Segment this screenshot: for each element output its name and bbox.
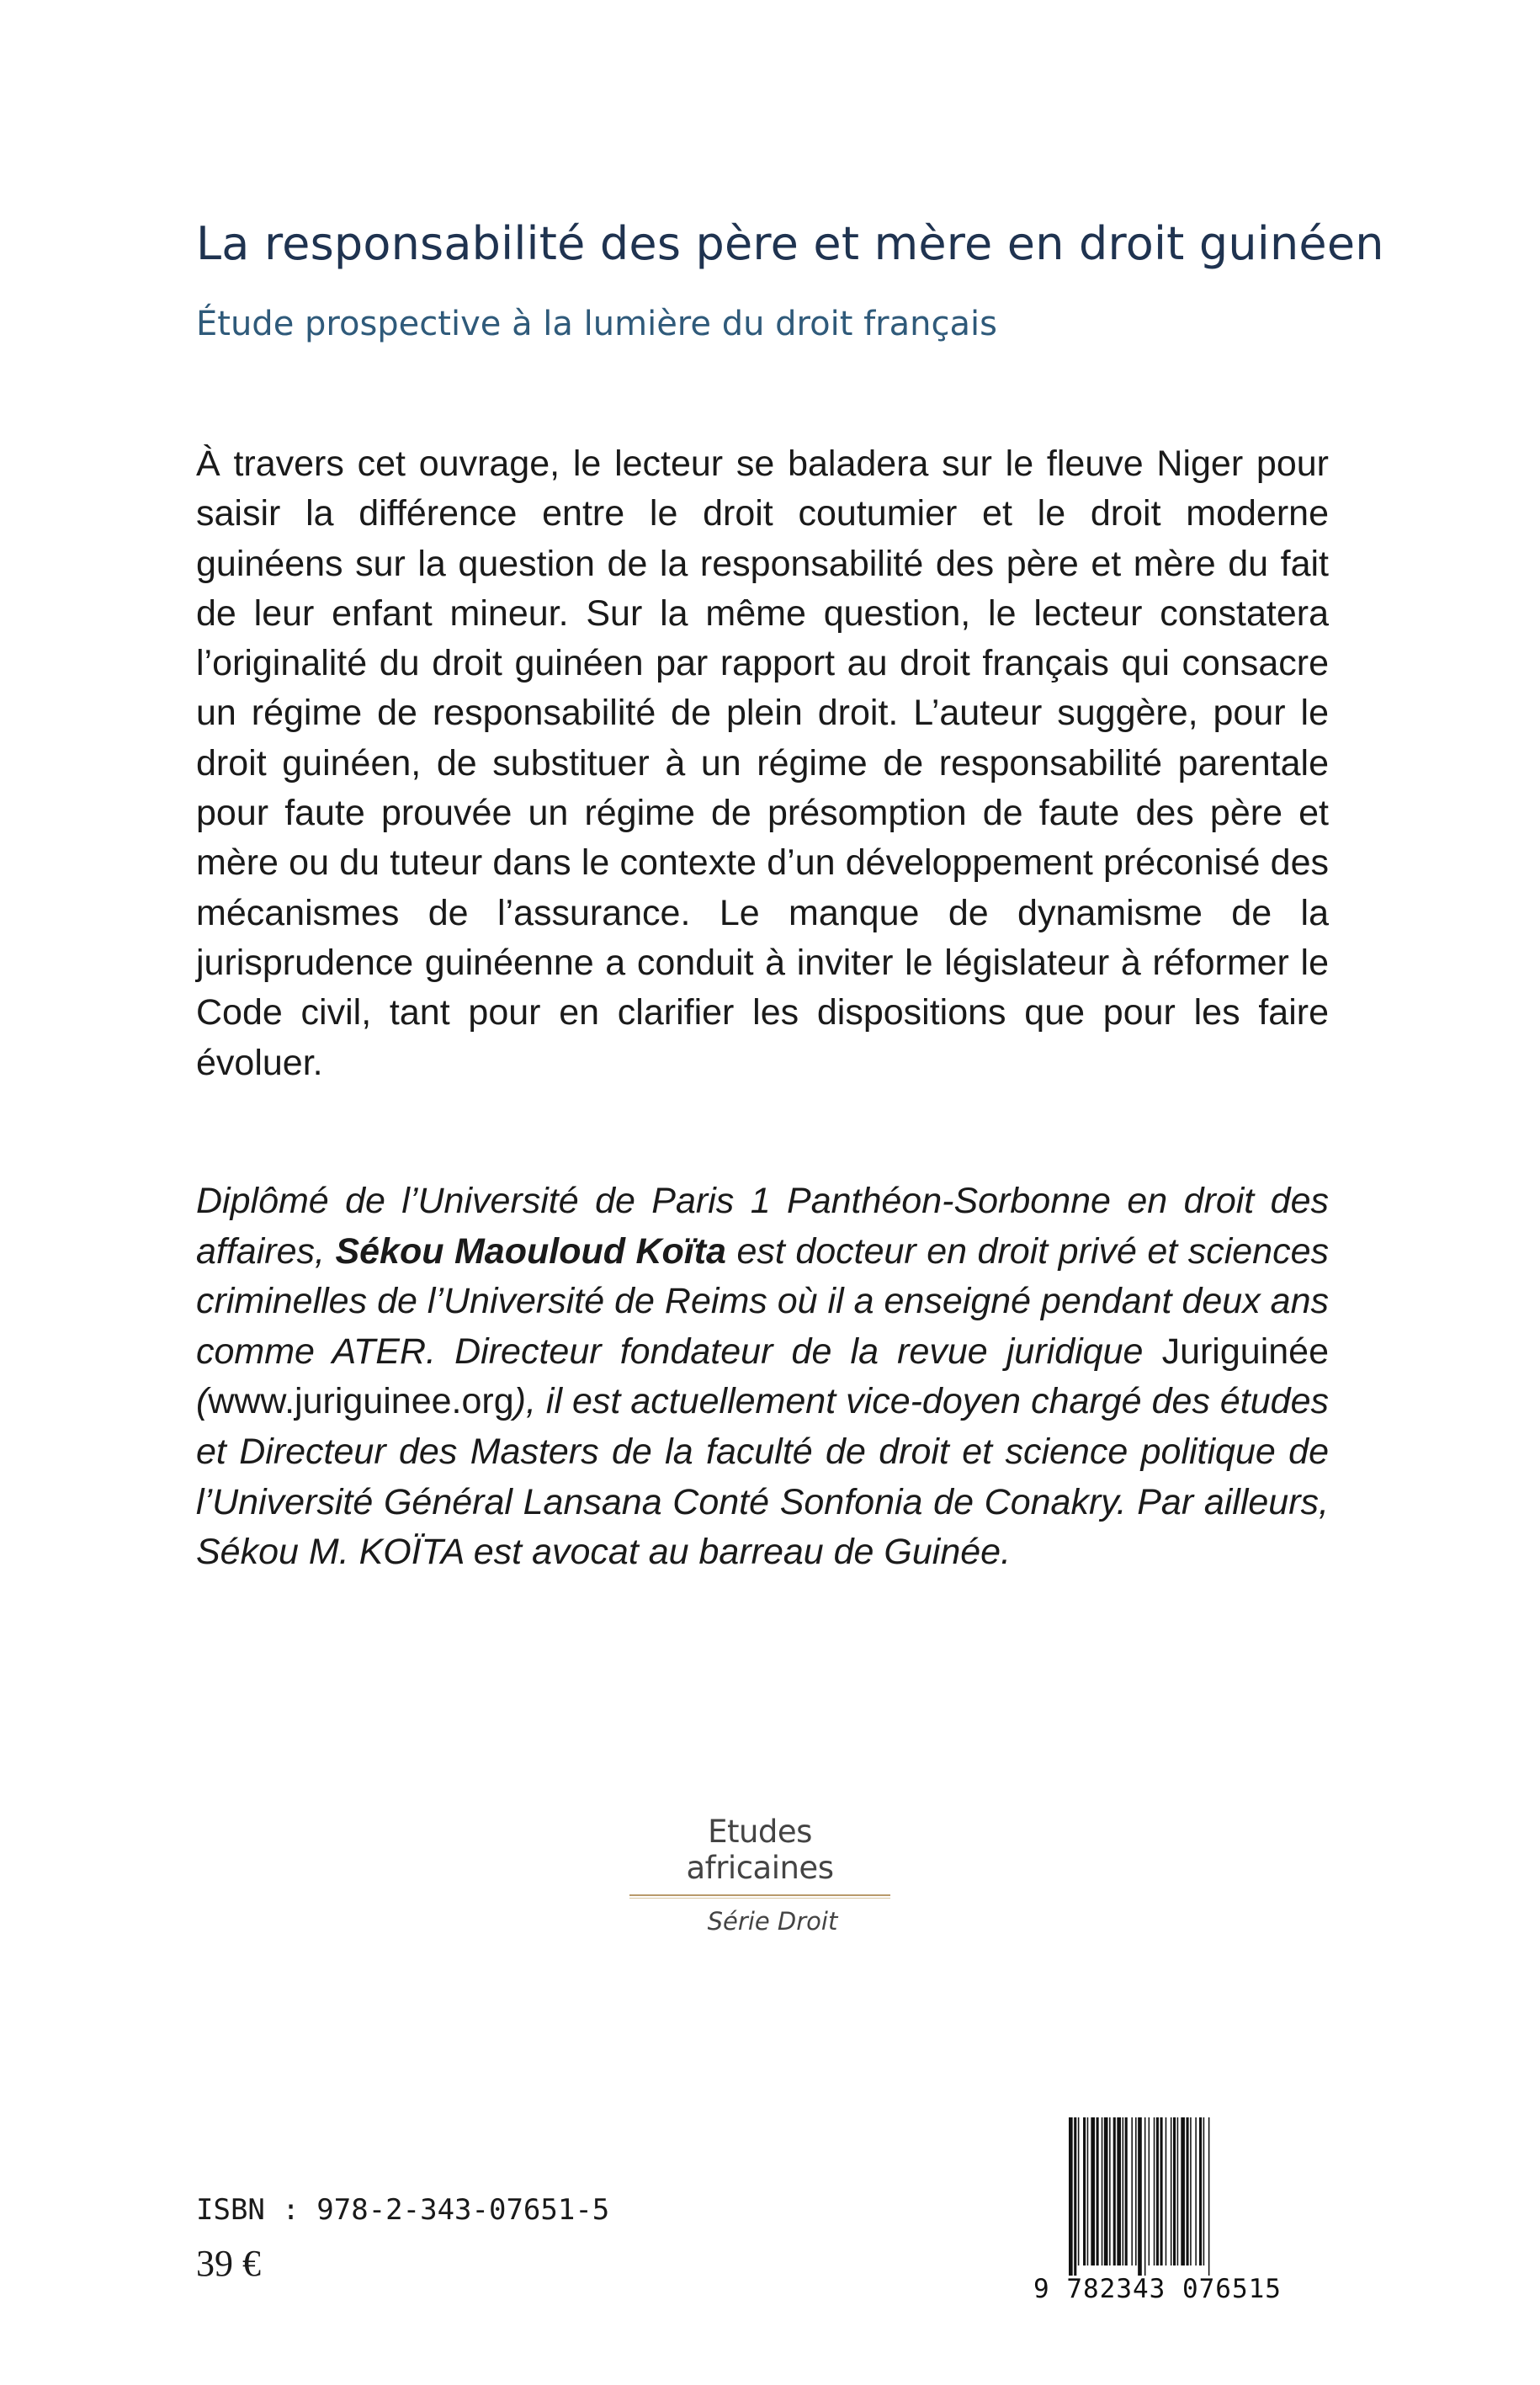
barcode-bar bbox=[1131, 2117, 1133, 2265]
barcode-bar bbox=[1177, 2117, 1179, 2265]
barcode-bar bbox=[1117, 2117, 1121, 2265]
series-subseries: Série Droit bbox=[707, 1907, 838, 1936]
barcode-bar bbox=[1083, 2117, 1086, 2265]
barcode-bar bbox=[1203, 2117, 1205, 2265]
bio-text-1: Diplômé de l’Université de Paris 1 Panthéon-Sorbonne en droit des affaires, bbox=[196, 1181, 1329, 1272]
barcode-bar bbox=[1208, 2117, 1210, 2276]
barcode-bar bbox=[1149, 2117, 1150, 2265]
barcode-bar bbox=[1125, 2117, 1128, 2265]
series-divider-thin bbox=[629, 1898, 890, 1899]
book-title: La responsabilité des père et mère en droit guinéen bbox=[196, 217, 1384, 270]
barcode-bar bbox=[1113, 2117, 1116, 2265]
barcode-bar bbox=[1199, 2117, 1202, 2265]
series-name: Etudes africaines bbox=[686, 1814, 834, 1886]
barcode-bar bbox=[1135, 2117, 1137, 2265]
barcode-bar bbox=[1074, 2117, 1076, 2276]
series-divider bbox=[629, 1894, 890, 1896]
barcode-bar bbox=[1154, 2117, 1155, 2265]
barcode-bar bbox=[1190, 2117, 1192, 2265]
barcode-bar bbox=[1097, 2117, 1099, 2265]
bio-text-4: ), il est actuellement vice-doyen chargé des études et Directeur des Masters de la faculté de droit et science politique de l’Université Général Lansana Conté Sonfonia de Conakry. Par ailleurs, Sékou M. KOÏTA est avocat au barreau de Guinée. bbox=[196, 1381, 1329, 1573]
journal-name: Juriguinée bbox=[1161, 1331, 1329, 1372]
barcode-bar bbox=[1087, 2117, 1089, 2265]
barcode-bar bbox=[1091, 2117, 1095, 2265]
barcode-bar bbox=[1171, 2117, 1172, 2265]
book-subtitle: Étude prospective à la lumière du droit français bbox=[196, 305, 997, 343]
barcode-bar bbox=[1160, 2117, 1163, 2265]
barcode-bar bbox=[1166, 2117, 1167, 2265]
barcode-bar bbox=[1123, 2117, 1124, 2265]
barcode-bar bbox=[1156, 2117, 1159, 2265]
price: 39 € bbox=[196, 2243, 261, 2284]
author-name: Sékou Maouloud Koïta bbox=[335, 1230, 726, 1272]
barcode-bar bbox=[1109, 2117, 1111, 2265]
journal-website: www.juriguinee.org bbox=[208, 1381, 514, 1422]
barcode-bar bbox=[1104, 2117, 1108, 2265]
barcode-bar bbox=[1138, 2117, 1142, 2276]
series-block bbox=[629, 1814, 890, 1936]
barcode-bar bbox=[1173, 2117, 1176, 2265]
barcode-image bbox=[1065, 2117, 1341, 2276]
barcode-bar bbox=[1181, 2117, 1185, 2265]
barcode-bar bbox=[1069, 2117, 1073, 2276]
book-description: À travers cet ouvrage, le lecteur se baladera sur le fleuve Niger pour saisir la différence entre le droit coutumier et le droit moderne guinéens sur la question de la responsabilité des père et mère du fait de leur enfant mineur. Sur la même question, le lecteur constatera l’originalité du droit guinéen par rapport au droit français qui consacre un régime de responsabilité de plein droit. L’auteur suggère, pour le droit guinéen, de substituer à un régime de responsabilité parentale pour faute prouvée un régime de présomption de faute des père et mère ou du tuteur dans le contexte d’un développement préconisé des mécanismes de l’assurance. Le manque de dynamisme de la jurisprudence guinéenne a conduit à inviter le législateur à réformer le Code civil, tant pour en clarifier les dispositions que pour les faire évoluer. bbox=[196, 444, 1329, 1083]
author-bio bbox=[196, 1177, 1329, 1578]
bio-text-2: est docteur en droit privé et sciences criminelles de l’Université de Reims où il a enseigné pendant deux ans comme ATER. Directeur fondateur de la revue juridique bbox=[196, 1230, 1329, 1372]
bio-text-3: ( bbox=[196, 1381, 209, 1422]
barcode-bar bbox=[1144, 2117, 1146, 2276]
barcode-bar bbox=[1102, 2117, 1103, 2265]
barcode-bar bbox=[1195, 2117, 1197, 2265]
isbn: ISBN : 978-2-343-07651-5 bbox=[196, 2193, 610, 2227]
barcode-digits: 9 782343 076515 bbox=[1033, 2274, 1282, 2304]
barcode-bar bbox=[1187, 2117, 1189, 2265]
barcode-bar bbox=[1078, 2117, 1080, 2265]
